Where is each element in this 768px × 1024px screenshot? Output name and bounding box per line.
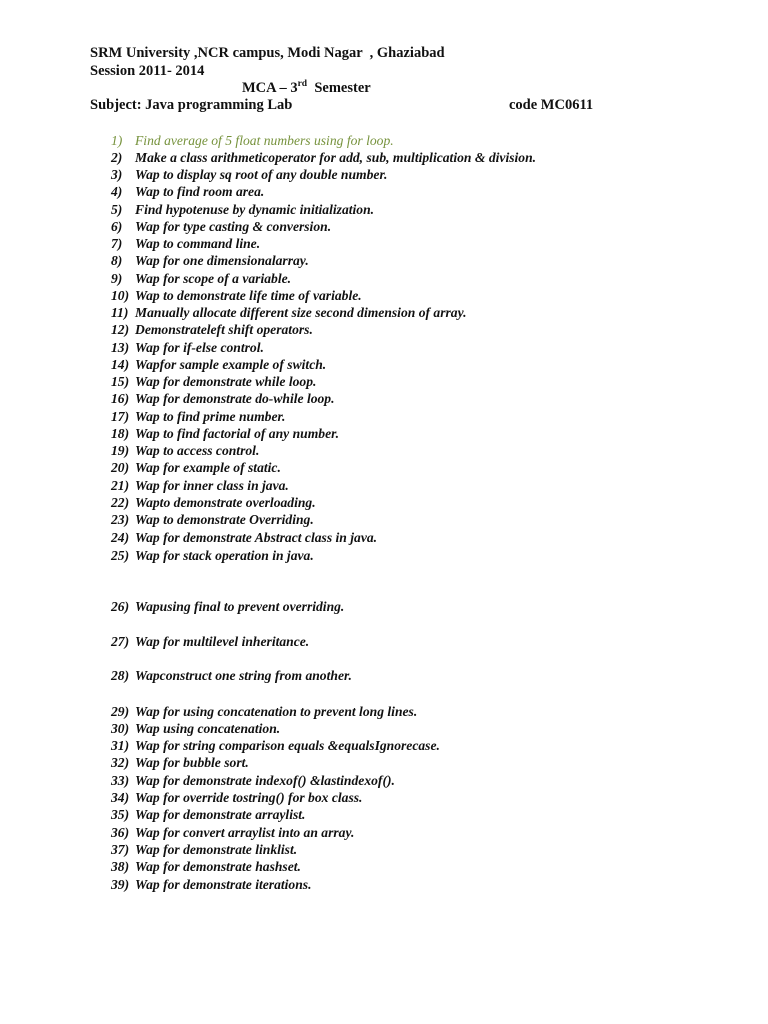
list-item bbox=[111, 548, 314, 564]
item-text: Wap for demonstrate arraylist. bbox=[135, 807, 306, 822]
list-item bbox=[111, 305, 467, 321]
item-text: Demonstrateleft shift operators. bbox=[135, 322, 313, 337]
item-text: Wap for example of static. bbox=[135, 460, 281, 475]
item-number: 8) bbox=[111, 253, 123, 268]
item-number: 33) bbox=[111, 773, 130, 788]
item-text: Wapusing final to prevent overriding. bbox=[135, 599, 345, 614]
item-number: 12) bbox=[111, 322, 130, 337]
item-number: 1) bbox=[111, 133, 123, 148]
list-item bbox=[111, 842, 297, 858]
item-text: Wap for demonstrate indexof() &lastindexof(). bbox=[135, 773, 395, 788]
item-text: Wapconstruct one string from another. bbox=[135, 668, 352, 683]
list-item bbox=[111, 790, 362, 806]
item-text: Wap using concatenation. bbox=[135, 721, 281, 736]
list-item bbox=[111, 634, 309, 650]
list-item bbox=[111, 478, 289, 494]
item-text: Wap to display sq root of any double number. bbox=[135, 167, 388, 182]
list-item bbox=[111, 202, 374, 218]
item-text: Wap for demonstrate linklist. bbox=[135, 842, 298, 857]
list-item bbox=[111, 357, 326, 373]
item-number: 3) bbox=[111, 167, 123, 182]
item-text: Wap for using concatenation to prevent long lines. bbox=[135, 704, 418, 719]
item-text: Wap for override tostring() for box class. bbox=[135, 790, 363, 805]
item-number: 35) bbox=[111, 807, 130, 822]
course-line bbox=[242, 80, 371, 97]
item-number: 5) bbox=[111, 202, 123, 217]
item-text: Wap for demonstrate hashset. bbox=[135, 859, 301, 874]
list-item bbox=[111, 391, 335, 407]
list-item bbox=[111, 443, 259, 459]
list-item bbox=[111, 495, 316, 511]
list-item bbox=[111, 236, 260, 252]
item-text: Wap for scope of a variable. bbox=[135, 271, 292, 286]
list-item bbox=[111, 668, 352, 684]
item-number: 11) bbox=[111, 305, 129, 320]
item-number: 15) bbox=[111, 374, 130, 389]
item-text: Wap for inner class in java. bbox=[135, 478, 289, 493]
item-number: 36) bbox=[111, 825, 130, 840]
list-item bbox=[111, 599, 344, 615]
list-item bbox=[111, 530, 377, 546]
item-number: 17) bbox=[111, 409, 130, 424]
list-item bbox=[111, 773, 395, 789]
course-code: code MC0611 bbox=[509, 97, 594, 113]
item-number: 9) bbox=[111, 271, 123, 286]
list-item bbox=[111, 426, 339, 442]
item-number: 25) bbox=[111, 548, 130, 563]
list-item bbox=[111, 755, 249, 771]
item-text: Wap to access control. bbox=[135, 443, 260, 458]
item-text: Wap for demonstrate do-while loop. bbox=[135, 391, 335, 406]
item-text: Wap for one dimensionalarray. bbox=[135, 253, 309, 268]
item-number: 31) bbox=[111, 738, 130, 753]
list-item bbox=[111, 219, 331, 235]
item-number: 6) bbox=[111, 219, 123, 234]
item-number: 20) bbox=[111, 460, 130, 475]
item-text: Wap for demonstrate while loop. bbox=[135, 374, 317, 389]
item-number: 30) bbox=[111, 721, 130, 736]
item-text: Wap for demonstrate Abstract class in java. bbox=[135, 530, 378, 545]
item-text: Wap to find room area. bbox=[135, 184, 265, 199]
item-number: 29) bbox=[111, 704, 130, 719]
list-item bbox=[111, 271, 291, 287]
item-number: 27) bbox=[111, 634, 130, 649]
item-number: 37) bbox=[111, 842, 130, 857]
item-number: 39) bbox=[111, 877, 130, 892]
course-prefix: MCA – 3 bbox=[242, 80, 298, 96]
list-item bbox=[111, 738, 440, 754]
item-number: 26) bbox=[111, 599, 130, 614]
item-text: Wapfor sample example of switch. bbox=[135, 357, 327, 372]
item-text: Wapto demonstrate overloading. bbox=[135, 495, 316, 510]
item-number: 14) bbox=[111, 357, 130, 372]
list-item bbox=[111, 409, 285, 425]
list-item bbox=[111, 807, 305, 823]
item-text: Wap to demonstrate life time of variable. bbox=[135, 288, 362, 303]
list-item bbox=[111, 460, 281, 476]
list-item bbox=[111, 340, 264, 356]
item-text: Wap to find factorial of any number. bbox=[135, 426, 340, 441]
item-number: 24) bbox=[111, 530, 130, 545]
item-text: Wap to find prime number. bbox=[135, 409, 286, 424]
list-item bbox=[111, 322, 313, 338]
item-text: Wap for if-else control. bbox=[135, 340, 264, 355]
item-number: 21) bbox=[111, 478, 130, 493]
subject-line: Subject: Java programming Lab bbox=[90, 97, 293, 113]
item-text: Wap to demonstrate Overriding. bbox=[135, 512, 314, 527]
item-number: 10) bbox=[111, 288, 130, 303]
item-number: 4) bbox=[111, 184, 123, 199]
item-text: Manually allocate different size second dimension of array. bbox=[135, 305, 467, 320]
item-text: Wap for string comparison equals &equalsIgnorecase. bbox=[135, 738, 440, 753]
item-number: 13) bbox=[111, 340, 130, 355]
item-text: Wap for stack operation in java. bbox=[135, 548, 314, 563]
list-item bbox=[111, 133, 394, 149]
item-text: Wap for bubble sort. bbox=[135, 755, 249, 770]
item-text: Wap for multilevel inheritance. bbox=[135, 634, 310, 649]
item-number: 18) bbox=[111, 426, 130, 441]
list-item bbox=[111, 253, 309, 269]
list-item bbox=[111, 374, 316, 390]
institution-line: SRM University ,NCR campus, Modi Nagar , Ghaziabad bbox=[90, 45, 445, 61]
list-item bbox=[111, 859, 301, 875]
item-number: 2) bbox=[111, 150, 123, 165]
list-item bbox=[111, 288, 362, 304]
list-item bbox=[111, 512, 314, 528]
item-text: Wap for convert arraylist into an array. bbox=[135, 825, 355, 840]
item-number: 23) bbox=[111, 512, 130, 527]
list-item bbox=[111, 877, 311, 893]
item-text: Make a class arithmeticoperator for add, sub, multiplication & division. bbox=[135, 150, 537, 165]
item-text: Wap for demonstrate iterations. bbox=[135, 877, 312, 892]
list-item bbox=[111, 704, 417, 720]
list-item bbox=[111, 167, 387, 183]
item-number: 32) bbox=[111, 755, 130, 770]
list-item bbox=[111, 721, 280, 737]
course-superscript: rd bbox=[297, 79, 308, 89]
session-line: Session 2011- 2014 bbox=[90, 63, 205, 79]
item-text: Wap to command line. bbox=[135, 236, 261, 251]
item-number: 38) bbox=[111, 859, 130, 874]
course-suffix: Semester bbox=[307, 80, 371, 96]
item-text: Find hypotenuse by dynamic initialization. bbox=[135, 202, 375, 217]
list-item bbox=[111, 825, 354, 841]
item-number: 7) bbox=[111, 236, 123, 251]
item-number: 19) bbox=[111, 443, 130, 458]
item-text: Wap for type casting & conversion. bbox=[135, 219, 332, 234]
item-number: 16) bbox=[111, 391, 130, 406]
item-number: 22) bbox=[111, 495, 130, 510]
item-number: 28) bbox=[111, 668, 130, 683]
list-item bbox=[111, 184, 264, 200]
item-number: 34) bbox=[111, 790, 130, 805]
item-text: Find average of 5 float numbers using for loop. bbox=[135, 133, 394, 148]
list-item bbox=[111, 150, 536, 166]
